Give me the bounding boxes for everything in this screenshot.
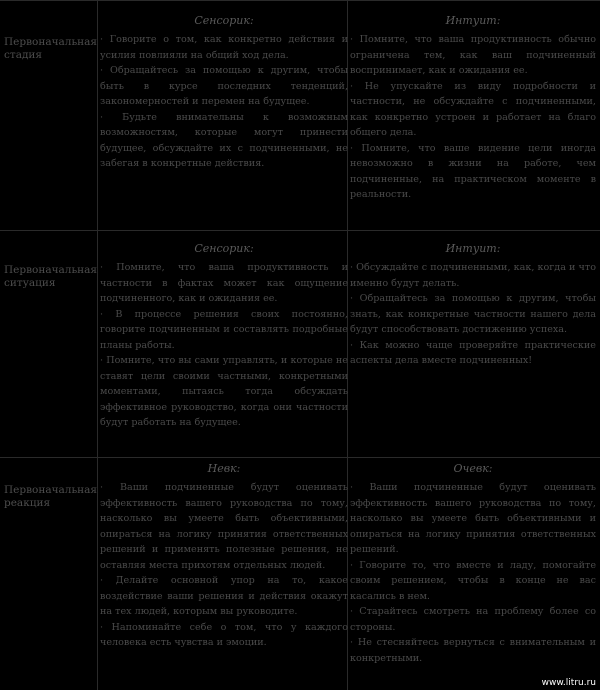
column-heading: Невк: <box>207 462 241 475</box>
right-column <box>350 242 596 369</box>
left-column <box>100 14 348 172</box>
list-item: · В процессе решения своих постоянно, говорите подчиненным и составлять подробные планы работы. <box>100 307 348 354</box>
row-label: Первоначальная ситуация <box>4 264 98 289</box>
divider <box>0 230 600 231</box>
list-item: · Ваши подчиненные будут оценивать эффективность вашего руководства по тому, насколько вы умеете быть объективными и опираться на логику принятия ответственных решений. <box>350 480 596 558</box>
list-item: · Обращайтесь за помощью к другим, чтобы знать, как конкретные частности нашего дела будут способствовать достижению успеха. <box>350 291 596 338</box>
list-item: · Будьте внимательны к возможным возможностям, которые могут принести будущее, обсуждайте их с подчиненными, не забегая в конкретные действия. <box>100 110 348 172</box>
divider <box>0 457 600 458</box>
list-item: · Как можно чаще проверяйте практические аспекты дела вместе подчиненных! <box>350 338 596 369</box>
list-item: · Обращайтесь за помощью к другим, чтобы быть в курсе последних тенденций, закономерностей и перемен на будущее. <box>100 63 348 110</box>
column-heading: Сенсорик: <box>194 14 254 27</box>
list-item: · Помните, что ваше видение цели иногда невозможно в жизни на работе, чем подчиненные, на практическом моменте в реальности. <box>350 141 596 203</box>
list-item: · Говорите то, что вместе и ладу, помогайте своим решением, чтобы в конце не вас касались в нем. <box>350 558 596 605</box>
right-column <box>350 462 596 666</box>
list-item: · Не упускайте из виду подробности и частности, не обсуждайте с подчиненными, как конкретно устроен и работает на благо общего дела. <box>350 79 596 141</box>
list-item: · Говорите о том, как конкретно действия и усилия повлияли на общий ход дела. <box>100 32 348 63</box>
list-item: · Ваши подчиненные будут оценивать эффективность вашего руководства по тому, насколько вы умеете быть объективными, опираться на логику принятия ответственных решений и применять полезные решения, не оставляя места прихотям отдельных людей. <box>100 480 348 573</box>
left-column <box>100 242 348 431</box>
row-label: Первоначальная стадия <box>4 36 98 61</box>
right-column <box>350 14 596 203</box>
list-item: · Помните, что ваша продуктивность обычно ограничена тем, как ваш подчиненный воспринимает, как и ожидания ее. <box>350 32 596 79</box>
list-item: · Помните, что вы сами управлять, и которые не ставят цели своими частными, конкретными моментами, пытаясь тогда обсуждать эффективное руководство, когда они частности будут работать на будущее. <box>100 353 348 431</box>
list-item: · Обсуждайте с подчиненными, как, когда и что именно будут делать. <box>350 260 596 291</box>
list-item: · Старайтесь смотреть на проблему более со стороны. <box>350 604 596 635</box>
column-heading: Интуит: <box>445 14 501 27</box>
divider <box>97 0 98 690</box>
row-label: Первоначальная реакция <box>4 484 98 509</box>
column-heading: Очевк: <box>453 462 493 475</box>
list-item: · Не стесняйтесь вернуться с внимательным и конкретными. <box>350 635 596 666</box>
column-heading: Сенсорик: <box>194 242 254 255</box>
list-item: · Делайте основной упор на то, какое воздействие ваши решения и действия окажут на тех людей, которым вы руководите. <box>100 573 348 620</box>
list-item: · Помните, что ваша продуктивность и частности в фактах может как ощущение подчиненного, как и ожидания ее. <box>100 260 348 307</box>
watermark: www.litru.ru <box>541 678 596 688</box>
left-column <box>100 462 348 651</box>
list-item: · Напоминайте себе о том, что у каждого человека есть чувства и эмоции. <box>100 620 348 651</box>
divider <box>0 0 600 1</box>
column-heading: Интуит: <box>445 242 501 255</box>
